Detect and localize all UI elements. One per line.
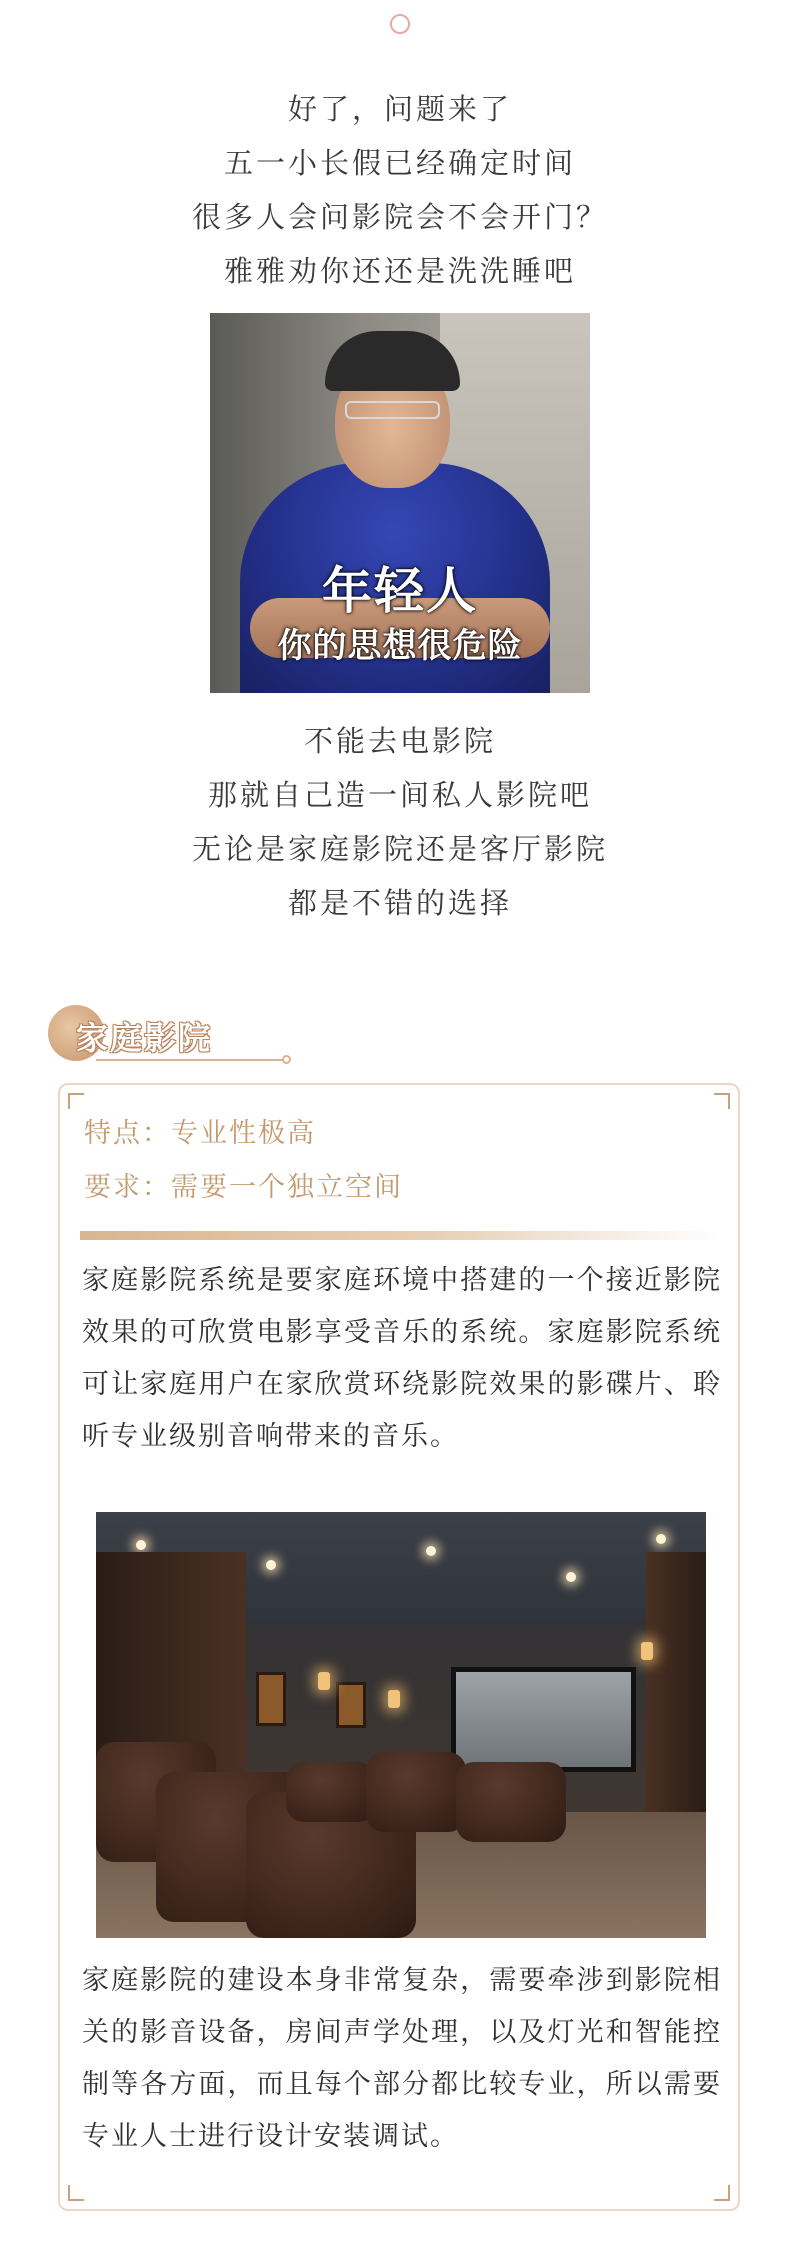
mid-line: 那就自己造一间私人影院吧: [207, 778, 592, 812]
section-dot-icon: [282, 1055, 291, 1064]
wall-painting: [256, 1672, 286, 1726]
corner-bracket-icon: [68, 2185, 84, 2201]
wall-sconce-icon: [388, 1690, 400, 1708]
ceiling-light-icon: [266, 1560, 276, 1570]
theater-seat: [456, 1762, 566, 1842]
home-theater-image: [96, 1512, 706, 1938]
intro-line: 雅雅劝你还还是洗洗睡吧: [223, 254, 576, 288]
ceiling-light-icon: [566, 1572, 576, 1582]
ceiling-light-icon: [136, 1540, 146, 1550]
section-title: 家庭影院: [76, 1019, 213, 1057]
paragraph-construction: 家庭影院的建设本身非常复杂，需要牵涉到影院相关的影音设备，房间声学处理，以及灯光和智能控制等各方面，而且每个部分都比较专业，所以需要专业人士进行设计安装调试。: [82, 1965, 722, 2152]
meme-image: [210, 313, 590, 693]
theater-screen: [451, 1667, 636, 1772]
theater-seat: [286, 1762, 376, 1822]
paragraph-intro: 家庭影院系统是要家庭环境中搭建的一个接近影院效果的可欣赏电影享受音乐的系统。家庭影院系统可让家庭用户在家欣赏环绕影院效果的影碟片、聆听专业级别音响带来的音乐。: [82, 1265, 722, 1452]
wall-painting: [336, 1682, 366, 1728]
top-decor-circle: [390, 14, 410, 34]
mid-text: [0, 714, 800, 930]
intro-line: 五一小长假已经确定时间: [223, 146, 576, 180]
intro-line: 很多人会问影院会不会开门？: [191, 200, 608, 234]
gold-divider: [80, 1231, 720, 1240]
feature-label: 特点：专业性极高: [84, 1118, 316, 1149]
content-card: [58, 1083, 740, 2211]
corner-bracket-icon: [68, 1093, 84, 1109]
wall-sconce-icon: [641, 1642, 653, 1660]
ceiling-light-icon: [426, 1546, 436, 1556]
corner-bracket-icon: [714, 1093, 730, 1109]
meme-caption-2: 你的思想很危险: [277, 626, 523, 666]
meme-caption-1: 年轻人: [322, 562, 478, 620]
ceiling-light-icon: [656, 1534, 666, 1544]
requirement-label: 要求：需要一个独立空间: [84, 1172, 403, 1203]
section-underline: [96, 1059, 284, 1061]
theater-seat: [366, 1752, 466, 1832]
mid-line: 都是不错的选择: [287, 886, 512, 920]
mid-line: 不能去电影院: [303, 724, 496, 758]
intro-text: [0, 82, 800, 298]
corner-bracket-icon: [714, 2185, 730, 2201]
mid-line: 无论是家庭影院还是客厅影院: [191, 832, 608, 866]
meme-person-glasses: [345, 401, 440, 419]
section-header: [48, 1005, 258, 1065]
intro-line: 好了，问题来了: [287, 92, 512, 126]
wall-sconce-icon: [318, 1672, 330, 1690]
